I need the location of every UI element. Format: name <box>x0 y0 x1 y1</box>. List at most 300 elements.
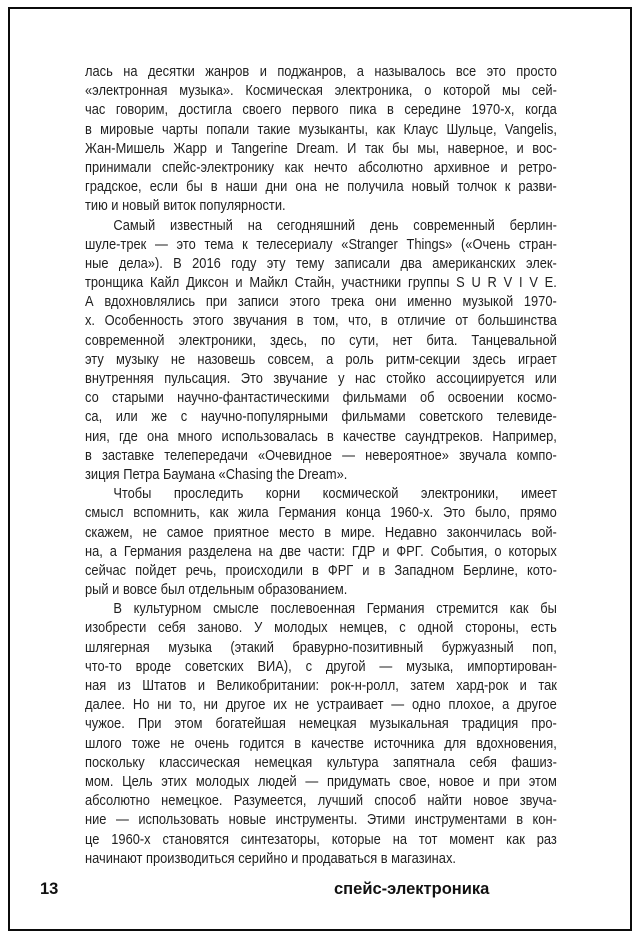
word: берлин- <box>509 216 557 234</box>
word: Диксон <box>186 274 229 292</box>
word: а <box>109 542 117 560</box>
word: же <box>151 408 168 426</box>
word: есть <box>530 619 557 637</box>
word: Штатов <box>142 677 187 694</box>
word: нет <box>392 331 413 349</box>
word: два <box>400 254 422 272</box>
word: космо- <box>517 389 557 407</box>
word: устраивает <box>316 696 384 714</box>
word: Майкл <box>249 274 288 292</box>
word: буржуазный <box>441 638 514 656</box>
word: освоении <box>447 389 504 407</box>
word: «Stranger <box>341 235 398 253</box>
text-line <box>85 446 557 465</box>
word: бита. <box>426 331 458 349</box>
word: Жан-Мишель <box>85 139 165 157</box>
word: современный <box>413 216 495 234</box>
word: инструментами <box>414 811 507 829</box>
word: и <box>197 677 206 694</box>
word: нас <box>355 370 376 387</box>
word: их <box>273 696 287 714</box>
word: музыка, <box>406 657 454 675</box>
word: не <box>324 178 340 196</box>
text-line <box>85 791 557 810</box>
word: фильмами <box>342 389 407 407</box>
word: так <box>365 139 384 157</box>
word: архивное <box>433 158 490 176</box>
word: этого <box>192 312 224 330</box>
word: плохое, <box>448 696 495 714</box>
word: У <box>254 619 263 637</box>
text-line <box>85 235 557 254</box>
word: году <box>231 254 257 272</box>
text-line <box>85 292 557 311</box>
text-line <box>85 331 557 350</box>
word: Танцевальной <box>471 331 557 349</box>
word: том, <box>313 312 339 330</box>
text-line <box>85 810 557 829</box>
word: заставке <box>101 446 155 464</box>
word: все <box>455 63 477 80</box>
word: и <box>516 139 524 157</box>
word: что, <box>348 312 372 330</box>
word: наверное, <box>447 139 508 157</box>
word: лучший <box>317 792 364 810</box>
word: становятся <box>162 830 229 848</box>
word: современной <box>85 331 165 349</box>
word: на <box>392 830 408 848</box>
word: мире. <box>341 523 375 541</box>
word: старыми <box>112 389 164 407</box>
paragraph <box>85 484 557 599</box>
word: попали <box>206 120 250 138</box>
word: час <box>85 101 106 119</box>
word: компо- <box>516 446 557 464</box>
text-line <box>85 542 557 561</box>
word: получила <box>347 178 404 196</box>
text-line <box>85 158 557 177</box>
word: ритм-секции <box>385 350 461 368</box>
word: это <box>486 63 506 80</box>
word: Космическая <box>245 82 323 100</box>
word: Стайн, <box>294 274 335 292</box>
word: электроники, <box>178 331 257 349</box>
word: на, <box>85 542 103 560</box>
word: абсолютно <box>358 158 424 176</box>
word: разви- <box>518 178 557 196</box>
text-line <box>85 139 557 158</box>
word: и <box>235 274 243 292</box>
word: к <box>242 235 248 253</box>
word: в <box>387 101 394 119</box>
word: конца <box>345 504 381 522</box>
word: Dream. <box>296 139 339 157</box>
word: ния, <box>85 427 110 445</box>
word: — <box>154 235 168 253</box>
word: изобрести <box>85 619 147 637</box>
word: кото- <box>527 561 557 579</box>
word: В <box>113 600 122 618</box>
word: мировые <box>100 120 154 138</box>
text-line <box>85 618 557 637</box>
word: это <box>176 235 196 253</box>
word: музыка». <box>179 82 234 100</box>
word: Чтобы <box>113 485 152 503</box>
word: новое <box>473 792 509 810</box>
word: культура <box>326 753 379 771</box>
word: са, <box>85 408 103 426</box>
word: лась <box>85 63 113 80</box>
word: элек- <box>525 254 557 272</box>
word: стран- <box>518 235 557 253</box>
word: способ <box>374 792 417 810</box>
word: ни <box>157 696 172 714</box>
word: ассоциируется <box>436 370 525 387</box>
word: части: <box>307 542 345 560</box>
word: при <box>498 772 521 790</box>
text-line <box>85 772 557 791</box>
word: инструменты. <box>275 811 358 829</box>
word: Tangerine <box>231 139 288 157</box>
word: звуча- <box>519 792 557 810</box>
word: придумать <box>326 772 391 790</box>
word: 2016 <box>192 254 221 272</box>
word: тронщика <box>85 274 144 292</box>
text-line <box>85 369 557 388</box>
word: поскольку <box>85 753 145 771</box>
word: эту <box>266 254 286 272</box>
word: не <box>170 350 186 368</box>
page-border-frame <box>8 7 632 931</box>
word: нечто <box>314 158 348 176</box>
word: она <box>295 178 317 196</box>
word: музыканты, <box>298 120 369 138</box>
word: А <box>85 293 94 311</box>
word: смысл <box>85 504 124 522</box>
word: градское, <box>85 178 142 196</box>
word: или <box>534 370 557 387</box>
word: S <box>456 274 465 292</box>
word: пойдет <box>135 561 177 579</box>
word: много <box>177 427 213 445</box>
word: дни <box>265 178 288 196</box>
word: середине <box>404 101 462 119</box>
word: использовать <box>138 811 220 829</box>
word: как <box>376 120 396 138</box>
word: толчок <box>457 178 497 196</box>
word: Особенность <box>104 312 184 330</box>
word: в <box>324 523 332 541</box>
text-line <box>85 177 557 196</box>
word: Недавно <box>384 523 437 541</box>
text-line <box>85 62 557 81</box>
word: одно <box>412 696 441 714</box>
word: новый <box>411 178 450 196</box>
word: жанров <box>205 63 250 80</box>
word: кон- <box>532 811 557 829</box>
word: происходили <box>225 561 303 579</box>
word: или <box>115 408 138 426</box>
word: в <box>326 427 334 445</box>
word: мом. <box>85 772 114 790</box>
word: закончилась <box>446 523 522 541</box>
page-number: 13 <box>40 880 59 898</box>
word: у <box>338 370 345 387</box>
word: мы, <box>417 139 440 157</box>
word: а <box>326 350 334 368</box>
word: V <box>529 274 538 292</box>
word: затем <box>410 677 445 694</box>
word: пульсация. <box>164 370 231 387</box>
word: на <box>247 216 262 234</box>
word: как <box>506 830 525 848</box>
word: от <box>455 312 468 330</box>
word: если <box>149 178 178 196</box>
word: Германия <box>278 504 337 522</box>
word: качестве <box>343 427 396 445</box>
text-line <box>85 350 557 369</box>
word: поп, <box>532 638 557 656</box>
word: ные <box>85 254 109 272</box>
word: Германия <box>366 600 425 618</box>
word: этом <box>174 715 203 733</box>
word: день <box>369 216 399 234</box>
word: первого <box>291 101 339 119</box>
word: Это <box>443 504 466 522</box>
word: далее. <box>85 696 126 714</box>
word: 1960-х <box>111 830 151 848</box>
word: и <box>482 772 491 790</box>
word: заново. <box>197 619 243 637</box>
word: что-то <box>85 657 122 675</box>
word: В <box>173 254 182 272</box>
word: себя <box>158 619 186 637</box>
word: вспомнить, <box>133 504 200 522</box>
word: записали <box>334 254 391 272</box>
word: когда <box>525 101 557 119</box>
word: момент <box>449 830 495 848</box>
word: с <box>399 619 406 637</box>
word: внутренняя <box>85 370 154 387</box>
word: вроде <box>135 657 172 675</box>
text-line <box>85 120 557 139</box>
word: другой <box>325 657 366 675</box>
text-line: начинают производиться серийно и продаваться в магазинах. <box>85 849 456 867</box>
word: стойко <box>386 370 426 387</box>
word: как <box>209 504 229 522</box>
text-line <box>85 216 557 235</box>
word: речь, <box>185 561 217 579</box>
word: совсем, <box>267 350 314 368</box>
word: бы <box>540 600 557 618</box>
word: смысле <box>213 600 259 618</box>
word: раз <box>536 830 557 848</box>
word: При <box>137 715 162 733</box>
word: отличие <box>397 312 446 330</box>
word: Шульце, <box>446 120 497 138</box>
word: ная <box>85 677 107 694</box>
word: Это <box>240 370 263 387</box>
text-line <box>85 254 557 273</box>
word: именно <box>407 293 452 311</box>
text-line <box>85 599 557 618</box>
word: тот <box>418 830 438 848</box>
word: такие <box>257 120 291 138</box>
word: саундтреков. <box>405 427 484 445</box>
word: музыку <box>115 350 159 368</box>
word: запятнала <box>393 753 455 771</box>
word: Но <box>132 696 150 714</box>
word: и <box>259 63 267 80</box>
word: называлось <box>374 63 446 80</box>
word: людей <box>257 772 297 790</box>
word: мы <box>501 82 521 100</box>
word: (этакий <box>230 638 274 656</box>
word: ФРГ. <box>396 542 424 560</box>
word: просто <box>516 63 557 80</box>
word: найти <box>427 792 462 810</box>
word: Things» <box>406 235 453 253</box>
word: космической <box>322 485 399 503</box>
word: она <box>147 427 169 445</box>
word: здесь, <box>270 331 308 349</box>
word: стремится <box>436 600 499 618</box>
word: советского <box>419 408 484 426</box>
word: телепередачи <box>164 446 248 464</box>
word: молодых <box>195 772 250 790</box>
word: десятки <box>147 63 195 80</box>
word: немецкая <box>298 715 357 733</box>
word: место <box>279 523 315 541</box>
text-line <box>85 503 557 522</box>
word: которой <box>443 82 491 100</box>
word: пика <box>349 101 377 119</box>
word: то, <box>179 696 196 714</box>
text-line <box>85 695 557 714</box>
word: не <box>294 696 310 714</box>
word: сейчас <box>85 561 127 579</box>
word: культурном <box>133 600 202 618</box>
word: этого <box>289 293 321 311</box>
word: назовешь <box>197 350 256 368</box>
word: которые <box>331 830 381 848</box>
word: фильмами <box>341 408 406 426</box>
word: прямо <box>519 504 557 522</box>
word: годится <box>239 734 285 752</box>
word: и <box>362 561 370 579</box>
paragraph <box>85 599 557 868</box>
word: а <box>356 63 364 80</box>
word: шуле-трек <box>85 235 147 253</box>
word: в <box>210 178 218 196</box>
word: U <box>471 274 481 292</box>
word: бы <box>186 178 203 196</box>
word: про- <box>531 715 557 733</box>
word: R <box>487 274 497 292</box>
word: И <box>347 139 357 157</box>
word: из <box>117 677 131 694</box>
word: ни <box>203 696 218 714</box>
word: импортирован- <box>467 657 557 675</box>
word: в <box>516 811 524 829</box>
text-line <box>85 561 557 580</box>
word: вос- <box>532 139 557 157</box>
word: Самый <box>113 216 156 234</box>
word: использовалась <box>221 427 318 445</box>
word: фашиз- <box>511 753 557 771</box>
word: трека <box>330 293 365 311</box>
word: с <box>180 408 188 426</box>
word: и <box>519 677 527 694</box>
word: поджанров, <box>277 63 347 80</box>
word: События, <box>430 542 488 560</box>
word: свое, <box>399 772 431 790</box>
word: — <box>379 657 393 675</box>
word: стороны, <box>465 619 519 637</box>
word: к <box>504 178 511 196</box>
word: Великобритании: <box>216 677 320 694</box>
word: — <box>342 446 355 464</box>
word: и <box>500 158 508 176</box>
running-title: спейс-электроника <box>334 880 490 898</box>
word: тема <box>204 235 234 253</box>
text-line <box>85 657 557 676</box>
word: так <box>538 677 557 694</box>
text-line <box>85 100 557 119</box>
word: «электронная <box>85 82 168 100</box>
word: шлягерная <box>85 638 150 656</box>
word: записи <box>237 293 279 311</box>
word: по <box>321 331 336 349</box>
word: в <box>380 312 388 330</box>
word: х. <box>85 312 96 330</box>
word: со <box>85 389 99 407</box>
word: достигла <box>178 101 232 119</box>
word: электроника, <box>334 82 413 100</box>
word: две <box>279 542 302 560</box>
word: себя <box>469 753 497 771</box>
paragraph <box>85 62 557 216</box>
word: сей- <box>531 82 557 100</box>
word: сути, <box>349 331 379 349</box>
word: — <box>391 696 405 714</box>
word: научно-популярными <box>200 408 328 426</box>
text-line <box>85 753 557 772</box>
word: — <box>115 811 129 829</box>
word: не <box>142 523 157 541</box>
word: V <box>503 274 513 292</box>
word: принимали <box>85 158 152 176</box>
word: «Очевидное <box>257 446 332 464</box>
text-line <box>85 273 557 292</box>
word: музыкальная <box>369 715 449 733</box>
word: («Очень <box>461 235 511 253</box>
word: телесериалу <box>256 235 333 253</box>
word: очень <box>194 734 230 752</box>
word: I <box>518 274 523 292</box>
word: бравурно-позитивный <box>292 638 424 656</box>
word: дела»). <box>118 254 163 272</box>
word: как <box>284 158 304 176</box>
word: которых <box>508 542 557 560</box>
word: невероятное» <box>365 446 449 464</box>
word: роль <box>345 350 374 368</box>
word: они <box>374 293 397 311</box>
word: одной <box>417 619 454 637</box>
word: Западном <box>394 561 455 579</box>
word: научно-фантастическими <box>177 389 330 407</box>
word: разделена <box>188 542 252 560</box>
